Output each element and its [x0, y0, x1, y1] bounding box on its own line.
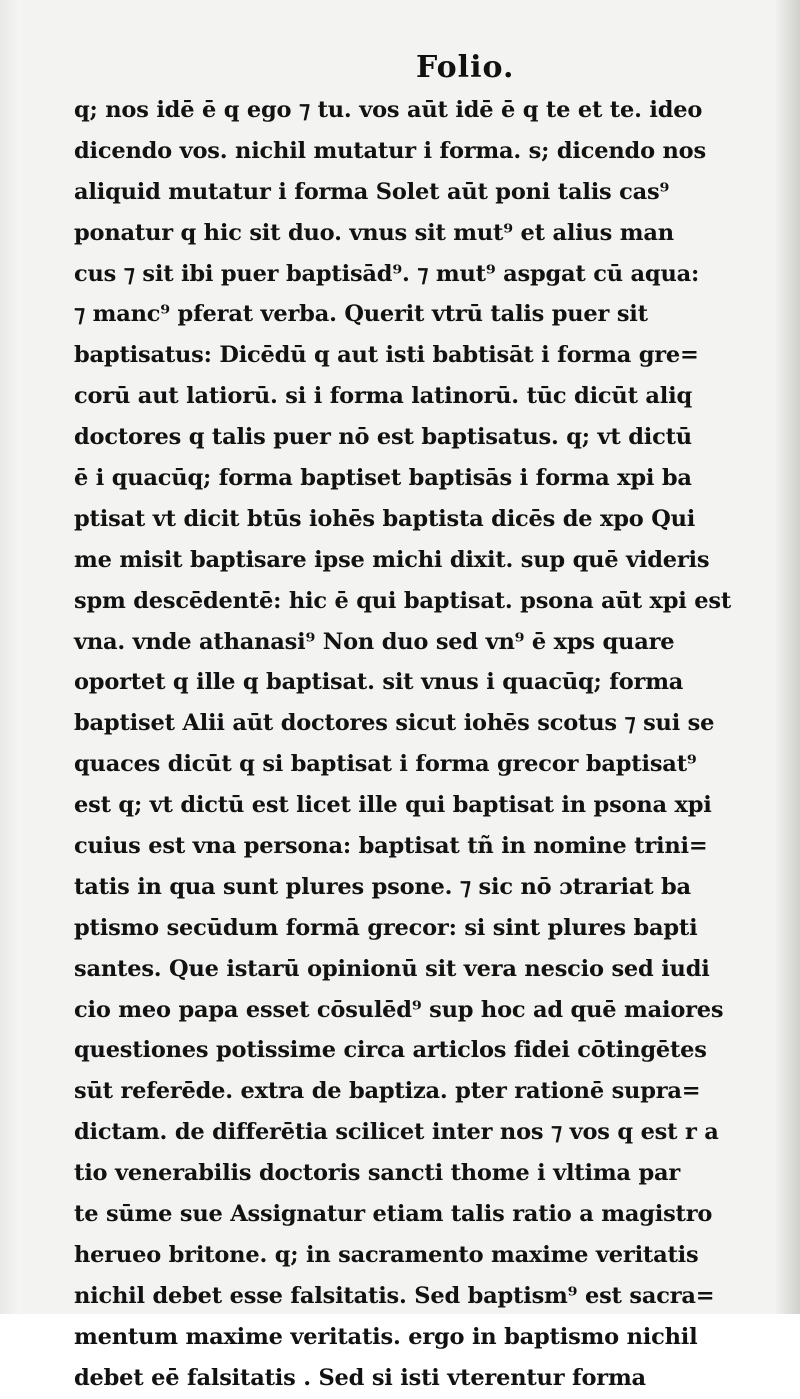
text-line: doctores q talis puer nō est baptisatus. q; vt dictū [74, 424, 692, 451]
text-line: quaces dicūt q si baptisat i forma grecor baptisat⁹ [74, 751, 697, 778]
text-line: ptisat vt dicit btūs iohēs baptista dicēs de xpo Qui [74, 505, 696, 532]
text-line: corū aut latiorū. si i forma latinorū. tūc dicūt aliq [74, 383, 693, 410]
text-line: ē i quacūq; forma baptiset baptisās i forma xpi ba [74, 465, 692, 492]
text-line: aliquid mutatur i forma Solet aūt poni talis cas⁹ [74, 178, 670, 205]
text-line: questiones potissime circa articlos fidei cōtingētes [74, 1037, 707, 1064]
text-line: ptismo secūdum formā grecor: si sint plures bapti [74, 914, 698, 941]
text-line: sūt referēde. extra de baptiza. pter rationē supra= [74, 1078, 701, 1105]
text-line: debet eē falsitatis . Sed si isti vterentur forma [74, 1364, 646, 1391]
text-line: te sūme sue Assignatur etiam talis ratio a magistro [74, 1201, 713, 1228]
text-line: tatis in qua sunt plures psone. ⁊ sic nō ɔtrariat ba [74, 873, 691, 900]
text-line: q; nos idē ē q ego ⁊ tu. vos aūt idē ē q te et te. ideo [74, 97, 703, 123]
text-line: ⁊ manc⁹ pferat verba. Querit vtrū talis puer sit [74, 301, 648, 328]
text-line: dictam. de differētia scilicet inter nos ⁊ vos q est r a [74, 1119, 719, 1146]
text-line: spm descēdentē: hic ē qui baptisat. psona aūt xpi est [74, 587, 732, 614]
text-line: ponatur q hic sit duo. vnus sit mut⁹ et alius man [74, 219, 674, 246]
text-line: est q; vt dictū est licet ille qui baptisat in psona xpi [74, 792, 712, 819]
text-line: vna. vnde athanasi⁹ Non duo sed vn⁹ ē xps quare [74, 628, 675, 655]
text-line: cio meo papa esset cōsulēd⁹ sup hoc ad quē maiores [74, 996, 724, 1023]
text-line: herueo britone. q; in sacramento maxime veritatis [74, 1241, 699, 1268]
text-line: tio venerabilis doctoris sancti thome i vltima par [74, 1160, 681, 1187]
text-block [74, 90, 774, 1399]
text-line: cuius est vna persona: baptisat tñ in nomine trini= [74, 833, 708, 860]
text-line: dicendo vos. nichil mutatur i forma. s; dicendo nos [74, 137, 706, 164]
text-line: mentum maxime veritatis. ergo in baptismo nichil [74, 1323, 698, 1350]
text-line: baptiset Alii aūt doctores sicut iohēs scotus ⁊ sui se [74, 710, 715, 737]
text-line: santes. Que istarū opinionū sit vera nescio sed iudi [74, 955, 710, 982]
folio-heading: Folio. [416, 50, 515, 85]
text-line: oportet q ille q baptisat. sit vnus i quacūq; forma [74, 669, 684, 696]
text-line: nichil debet esse falsitatis. Sed baptism⁹ est sacra= [74, 1282, 715, 1309]
text-line: baptisatus: Dicēdū q aut isti babtisāt i forma gre= [74, 342, 699, 369]
text-line: me misit baptisare ipse michi dixit. sup quē videris [74, 546, 710, 573]
text-line: cus ⁊ sit ibi puer baptisād⁹. ⁊ mut⁹ aspgat cū aqua: [74, 260, 700, 287]
